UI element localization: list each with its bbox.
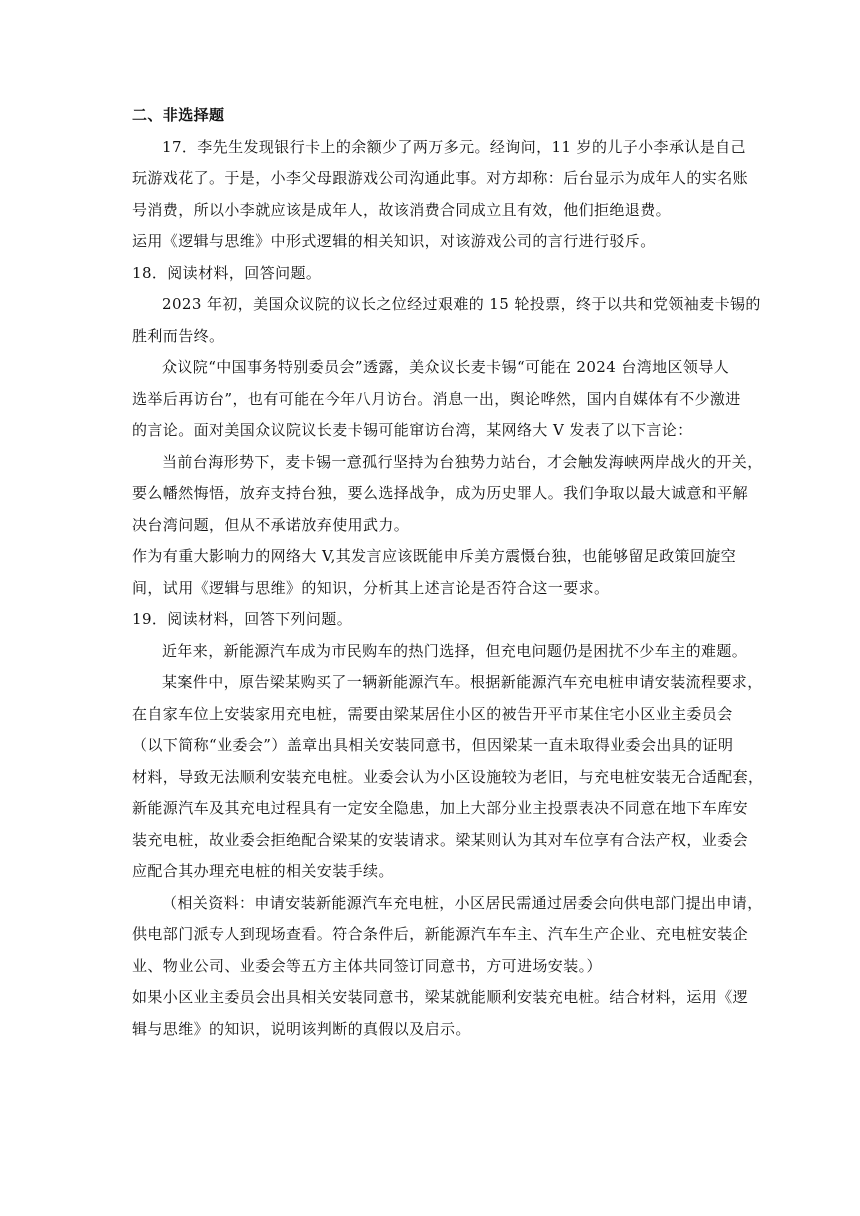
question-17-line: 号消费，所以小李就应该是成年人，故该消费合同成立且有效，他们拒绝退费。 xyxy=(132,200,672,219)
question-19-prompt: 辑与思维》的知识，说明该判断的真假以及启示。 xyxy=(132,1019,471,1038)
material-paragraph: 2023 年初，美国众议院的议长之位经过艰难的 15 轮投票，终于以共和党领袖麦卡锡的 xyxy=(162,295,761,313)
question-19-title: 19．阅读材料，回答下列问题。 xyxy=(132,610,353,628)
question-18-title: 18．阅读材料，回答问题。 xyxy=(132,263,322,282)
exam-section xyxy=(132,100,764,1045)
material-paragraph: 在自家车位上安装家用充电桩，需要由梁某居住小区的被告开平市某住宅小区业主委员会 xyxy=(132,704,733,723)
related-note: 业、物业公司、业委会等五方主体共同签订同意书，方可进场安装。） xyxy=(132,956,602,975)
quoted-statement: 要么幡然悔悟，放弃支持台独，要么选择战争，成为历史罪人。我们争取以最大诚意和平解 xyxy=(132,484,749,502)
related-note: （相关资料：申请安装新能源汽车充电桩，小区居民需通过居委会向供电部门提出申请， xyxy=(162,893,763,912)
quoted-statement: 决台湾问题，但从不承诺放弃使用武力。 xyxy=(132,515,410,534)
material-paragraph: 众议院“中国事务特别委员会”透露，美众议长麦卡锡“可能在 2024 台湾地区领导人 xyxy=(162,358,730,376)
section-title: 二、非选择题 xyxy=(132,106,225,124)
question-18 xyxy=(132,258,763,605)
question-19 xyxy=(132,604,764,1045)
question-19-prompt: 如果小区业主委员会出具相关安装同意书，梁某就能顺利安装充电桩。结合材料，运用《逻 xyxy=(132,988,749,1006)
quoted-statement: 当前台海形势下，麦卡锡一意孤行坚持为台独势力站台，才会触发海峡两岸战火的开关， xyxy=(162,452,763,471)
question-18-prompt: 作为有重大影响力的网络大 V,其发言应该既能申斥美方震慑台独，也能够留足政策回旋空 xyxy=(132,547,737,565)
material-paragraph: 的言论。面对美国众议院议长麦卡锡可能窜访台湾，某网络大 V 发表了以下言论： xyxy=(132,421,693,439)
question-18-prompt: 间，试用《逻辑与思维》的知识，分析其上述言论是否符合这一要求。 xyxy=(132,578,610,597)
material-paragraph: 应配合其办理充电桩的相关安装手续。 xyxy=(132,862,394,880)
material-paragraph: 选举后再访台”，也有可能在今年八月访台。消息一出，舆论哗然，国内自媒体有不少激进 xyxy=(132,389,741,408)
related-note: 供电部门派专人到现场查看。符合条件后，新能源汽车车主、汽车生产企业、充电桩安装企 xyxy=(132,925,749,943)
question-17-line: 17．李先生发现银行卡上的余额少了两万多元。经询问，11 岁的儿子小李承认是自己 xyxy=(162,137,746,156)
material-paragraph: 新能源汽车及其充电过程具有一定安全隐患，加上大部分业主投票表决不同意在地下车库安 xyxy=(132,799,749,817)
material-paragraph: 胜利而告终。 xyxy=(132,326,225,345)
question-17-prompt: 运用《逻辑与思维》中形式逻辑的相关知识，对该游戏公司的言行进行驳斥。 xyxy=(132,232,656,250)
material-paragraph: （以下简称“业委会”）盖章出具相关安装同意书，但因梁某一直未取得业委会出具的证明 xyxy=(132,736,734,754)
question-17-line: 玩游戏花了。于是，小李父母跟游戏公司沟通此事。对方却称：后台显示为成年人的实名账 xyxy=(132,169,749,187)
material-paragraph: 装充电桩，故业委会拒绝配合梁某的安装请求。梁某则认为其对车位享有合法产权，业委会 xyxy=(132,830,749,849)
material-paragraph: 近年来，新能源汽车成为市民购车的热门选择，但充电问题仍是困扰不少车主的难题。 xyxy=(162,641,748,660)
material-paragraph: 材料，导致无法顺利安装充电桩。业委会认为小区设施较为老旧，与充电桩安装无合适配套， xyxy=(132,767,764,786)
material-paragraph: 某案件中，原告梁某购买了一辆新能源汽车。根据新能源汽车充电桩申请安装流程要求， xyxy=(162,673,763,691)
question-17 xyxy=(132,132,749,258)
